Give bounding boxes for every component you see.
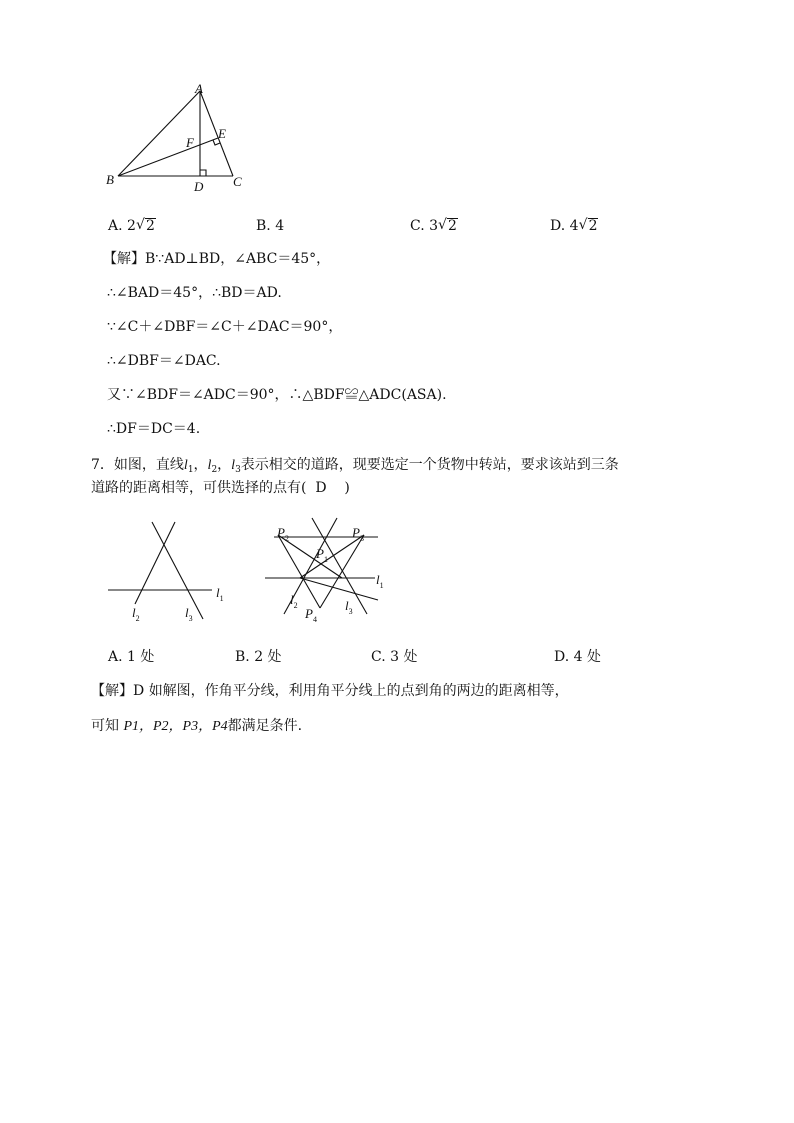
sqrt-symbol: √ 2 bbox=[136, 217, 156, 235]
label-F: F bbox=[186, 135, 194, 150]
solution-figure bbox=[260, 515, 395, 630]
l3-label: $l_3$ bbox=[345, 598, 353, 616]
q7-option-b: B. 2 处 bbox=[235, 649, 282, 665]
q6-option-b: B. 4 bbox=[256, 218, 285, 234]
l1-label: $l_1$ bbox=[216, 585, 224, 603]
solution-line: 又∵∠BDF＝∠ADC＝90°，∴△BDF≌△ADC(ASA). bbox=[107, 387, 447, 403]
label-D: D bbox=[194, 179, 204, 194]
p4-label: $P_4$ bbox=[305, 606, 317, 624]
solution-line: 可知 P1，P2，P3，P4都满足条件. bbox=[91, 718, 303, 734]
l1-label: $l_1$ bbox=[376, 572, 384, 590]
label-C: C bbox=[233, 174, 242, 189]
solution-line: ∴∠BAD＝45°，∴BD＝AD. bbox=[107, 285, 282, 301]
q6-option-c: C. 3√ 2 bbox=[410, 217, 458, 235]
l3-label: $l_3$ bbox=[185, 605, 193, 623]
p2-label: $P_2$ bbox=[277, 525, 289, 543]
l2-label: $l_2$ bbox=[132, 605, 140, 623]
roads-figure bbox=[100, 515, 240, 630]
solution-line: 【解】B∵AD⊥BD，∠ABC＝45°， bbox=[103, 251, 331, 267]
q7-option-d: D. 4 处 bbox=[554, 649, 601, 665]
q7-option-a: A. 1 处 bbox=[108, 649, 155, 665]
solution-line: 【解】D 如解图，作角平分线，利用角平分线上的点到角的两边的距离相等， bbox=[91, 683, 569, 699]
q6-option-d: D. 4√ 2 bbox=[550, 217, 598, 235]
label-A: A bbox=[195, 81, 203, 96]
stem-line-2: 道路的距离相等，可供选择的点有( D ) bbox=[91, 480, 350, 496]
stem-line-1: 7．如图，直线$l_1$，$l_2$，$l_3$表示相交的道路，现要选定一个货物中转站，要求该站到三条 bbox=[91, 457, 619, 475]
p3-label: $P_3$ bbox=[352, 525, 364, 543]
sqrt-symbol: √ 2 bbox=[579, 217, 599, 235]
q7-option-c: C. 3 处 bbox=[371, 649, 418, 665]
solution-line: ∴DF＝DC＝4. bbox=[107, 421, 201, 437]
q6-option-a: A. 2√ 2 bbox=[108, 217, 156, 235]
answer-fill: D bbox=[315, 480, 327, 496]
solution-line: ∵∠C＋∠DBF＝∠C＋∠DAC＝90°， bbox=[107, 319, 343, 335]
label-E: E bbox=[218, 126, 226, 141]
solution-line: ∴∠DBF＝∠DAC. bbox=[107, 353, 221, 369]
l2-label: $l_2$ bbox=[290, 592, 298, 610]
label-B: B bbox=[106, 172, 114, 187]
p1-label: $P_1$ bbox=[316, 546, 328, 564]
sqrt-symbol: √ 2 bbox=[438, 217, 458, 235]
triangle-figure bbox=[100, 78, 260, 196]
